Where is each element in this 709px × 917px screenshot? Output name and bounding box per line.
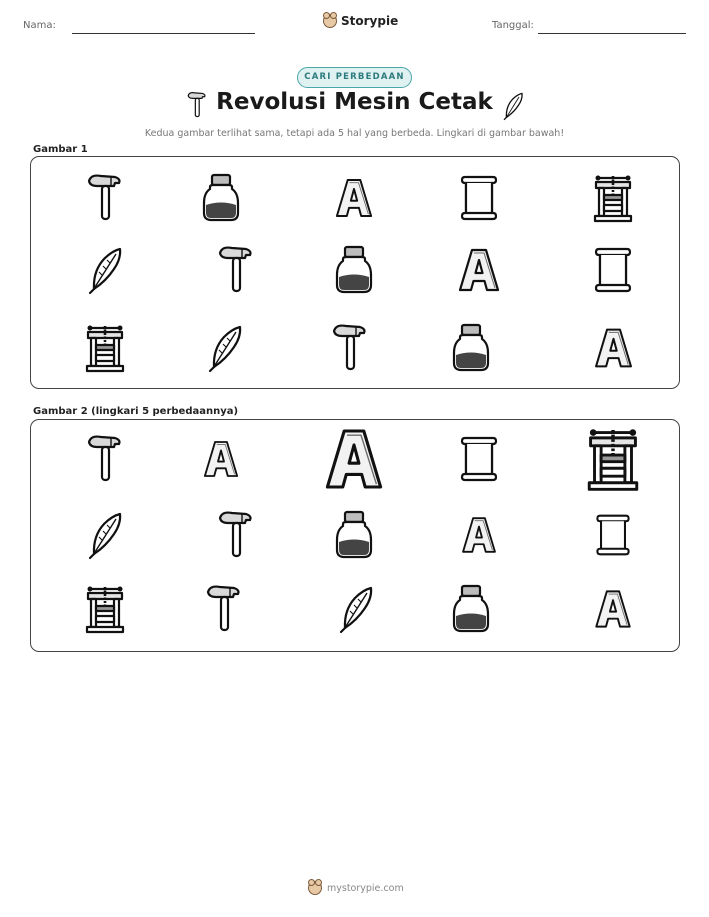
p1-letter-a-r2c4-icon	[458, 245, 500, 295]
p1-hammer-r1c1-icon	[84, 173, 126, 223]
p1-scroll-r2c5-icon	[593, 245, 633, 295]
p1-ink-bottle-r1c2-icon	[200, 173, 242, 223]
p2-scroll-r1c4-icon[interactable]	[459, 434, 499, 484]
activity-badge: CARI PERBEDAAN	[297, 67, 412, 88]
footer-url: mystorypie.com	[327, 882, 404, 894]
p2-printing-press-r1c5-icon[interactable]	[585, 426, 641, 492]
date-label: Tanggal:	[492, 20, 534, 31]
title-quill-icon	[500, 91, 526, 125]
p2-letter-a-r1c2-icon[interactable]	[204, 436, 238, 482]
brand-logo	[323, 14, 398, 28]
page-title: Revolusi Mesin Cetak	[216, 89, 493, 115]
p2-ink-bottle-r3c4-icon[interactable]	[450, 584, 492, 634]
p2-quill-r3c3-icon[interactable]	[335, 584, 377, 634]
picture2-label: Gambar 2 (lingkari 5 perbedaannya)	[33, 406, 239, 417]
p2-ink-bottle-r2c3-icon[interactable]	[333, 510, 375, 560]
picture1-label: Gambar 1	[33, 144, 88, 155]
p1-quill-r2c1-icon	[84, 245, 126, 295]
p2-printing-press-r3c1-icon[interactable]	[84, 584, 126, 634]
footer	[308, 881, 404, 895]
p1-quill-r3c2-icon	[204, 323, 246, 373]
p2-letter-a-r3c5-icon[interactable]	[595, 587, 631, 631]
bear-logo-icon	[323, 14, 337, 28]
p1-letter-a-r3c5-icon	[595, 325, 632, 371]
p2-quill-r2c1-icon[interactable]	[84, 510, 126, 560]
p1-hammer-r2c2-icon	[215, 245, 257, 295]
p1-printing-press-r3c1-icon	[84, 323, 126, 373]
p1-ink-bottle-r2c3-icon	[333, 245, 375, 295]
name-label: Nama:	[23, 20, 56, 31]
p1-hammer-r3c3-icon	[329, 323, 371, 373]
p2-letter-a-r2c4-icon[interactable]	[461, 514, 497, 556]
date-line[interactable]	[538, 33, 686, 34]
p1-ink-bottle-r3c4-icon	[450, 323, 492, 373]
p2-hammer-r2c2-icon[interactable]	[215, 510, 257, 560]
p1-letter-a-r1c3-icon	[336, 175, 372, 221]
p2-hammer-r1c1-icon[interactable]	[84, 434, 126, 484]
name-line[interactable]	[72, 33, 255, 34]
p2-letter-a-r1c3-icon[interactable]	[324, 424, 384, 494]
p1-printing-press-r1c5-icon	[592, 173, 634, 223]
instructions: Kedua gambar terlihat sama, tetapi ada 5 hal yang berbeda. Lingkari di gambar bawah!	[144, 128, 565, 139]
footer-bear-icon	[308, 881, 322, 895]
p2-scroll-r2c5-icon[interactable]	[594, 512, 632, 558]
p2-hammer-r3c2-icon[interactable]	[203, 584, 245, 634]
p1-scroll-r1c4-icon	[459, 173, 499, 223]
brand-name: Storypie	[341, 14, 399, 28]
